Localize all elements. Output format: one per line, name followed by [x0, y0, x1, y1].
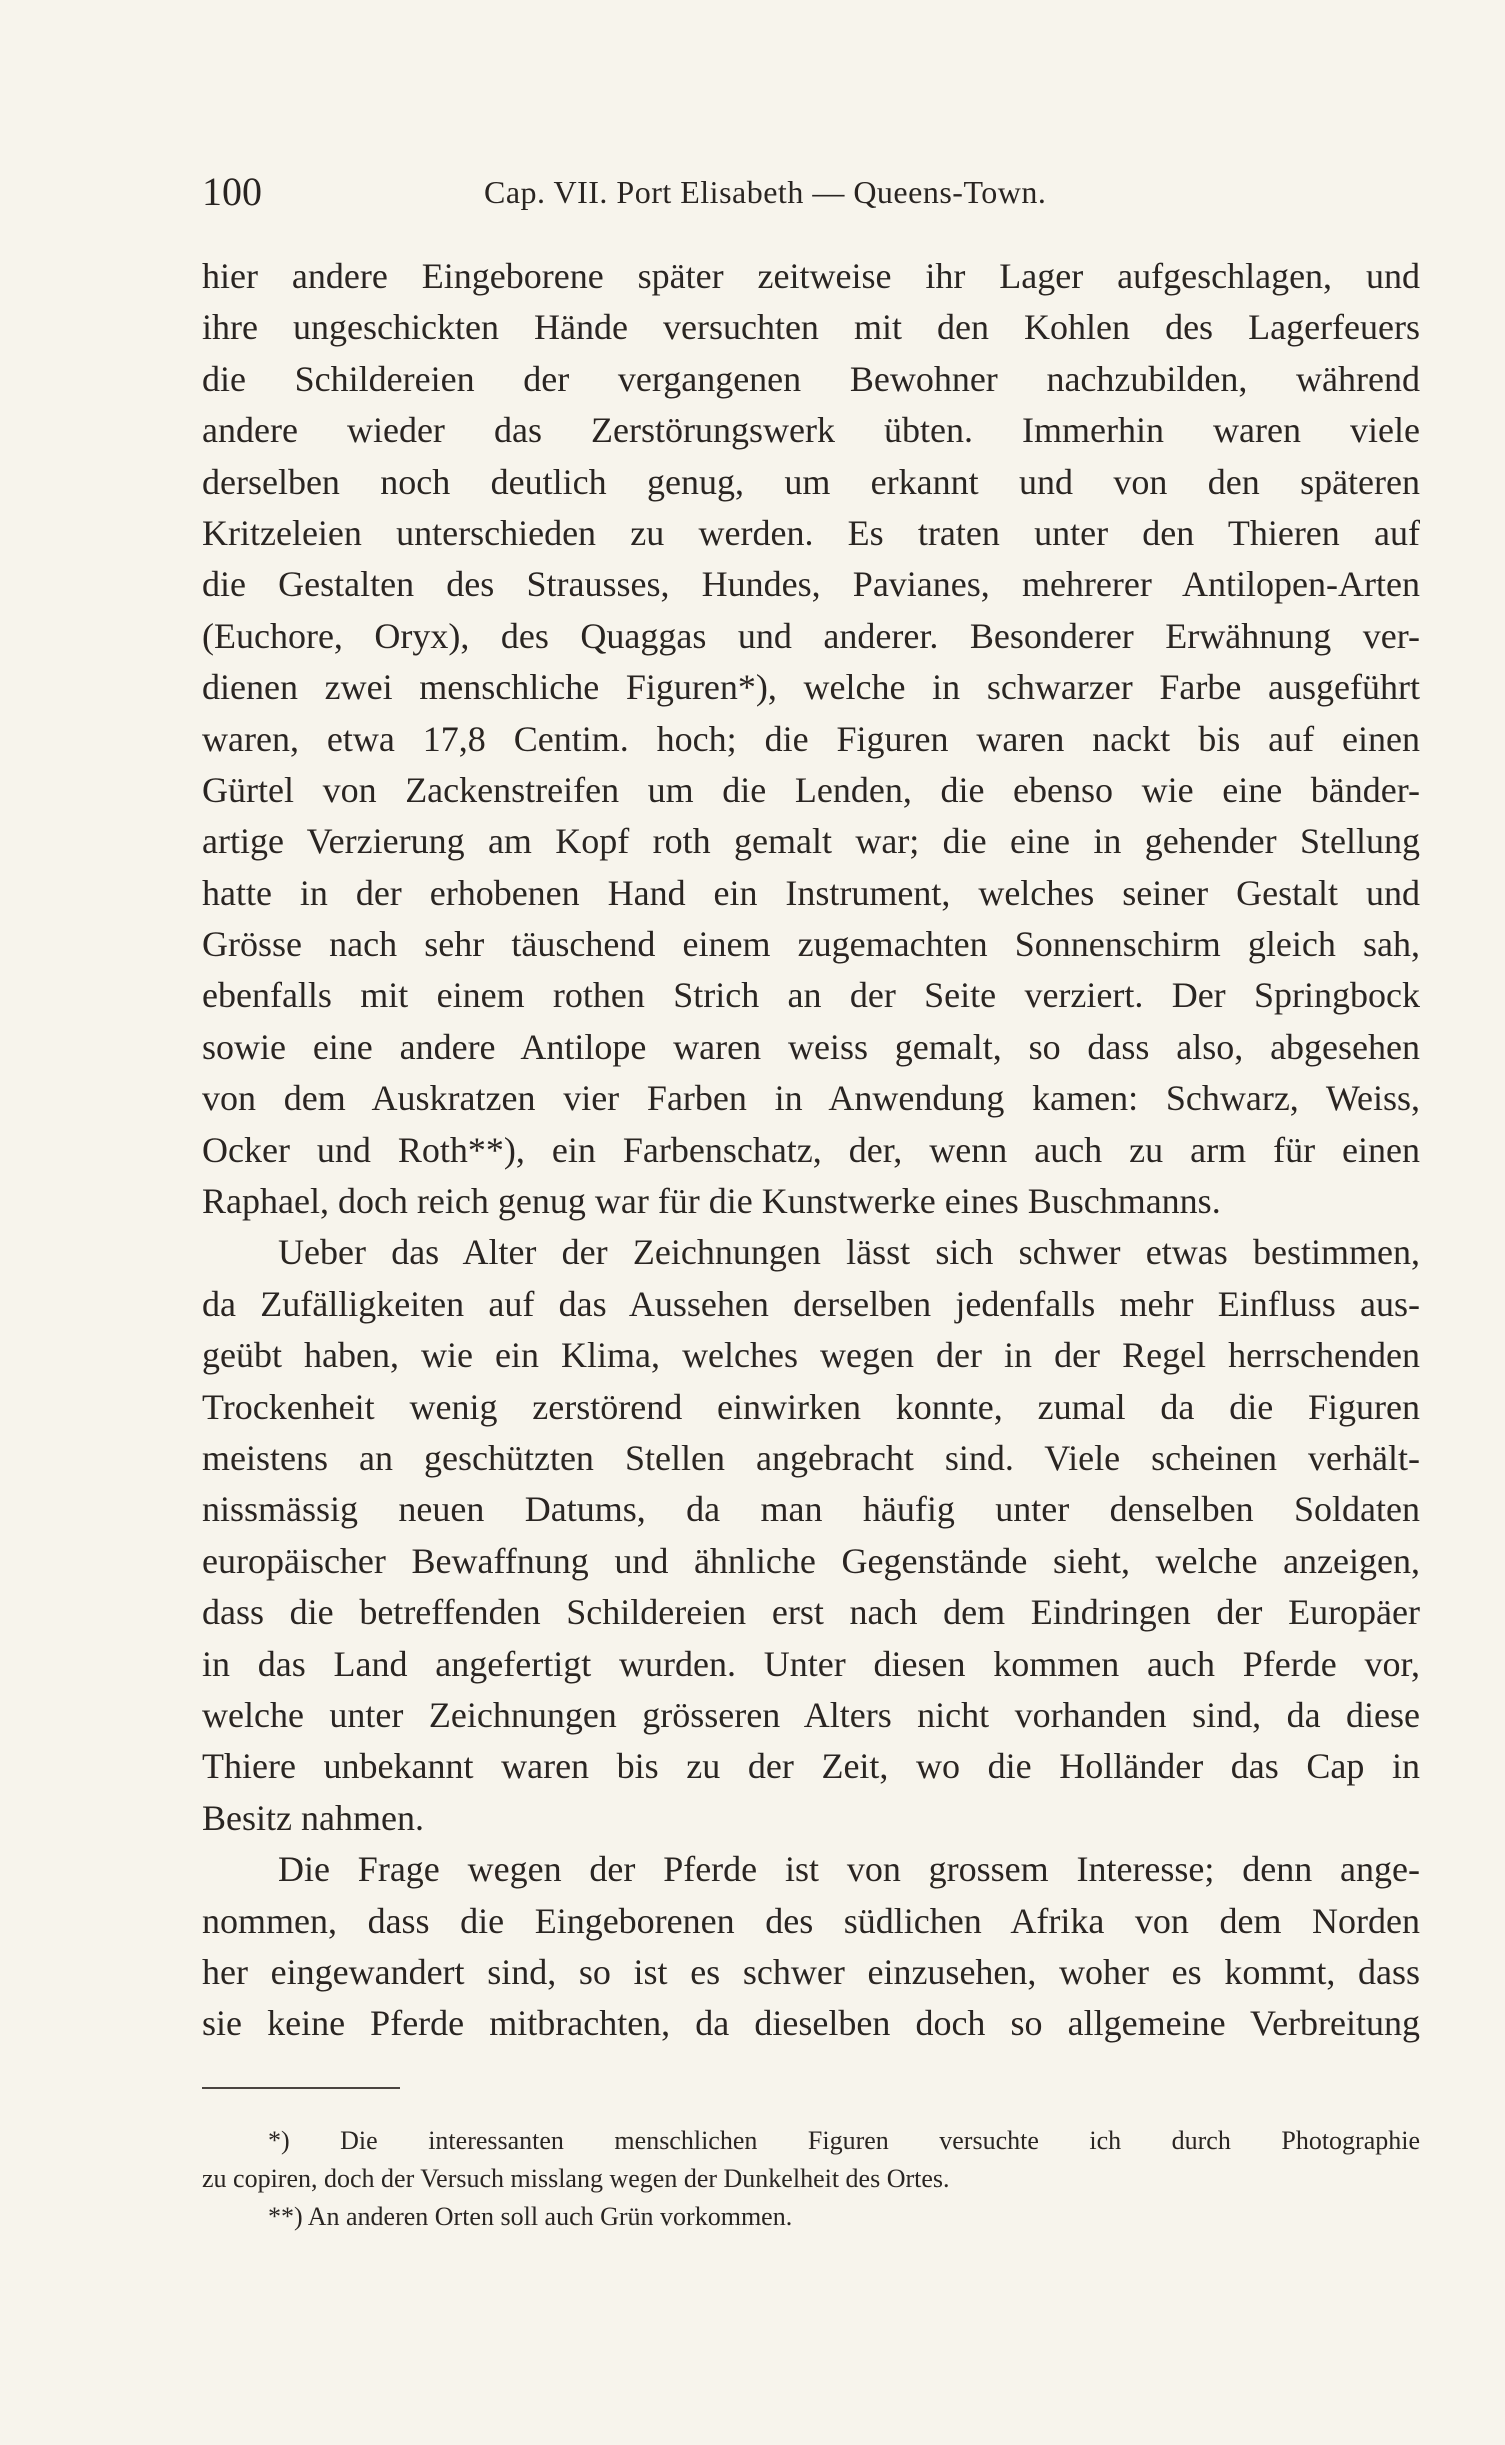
- text-line: die Schildereien der vergangenen Bewohner nachzubilden, während: [202, 358, 1420, 399]
- running-head: Cap. VII. Port Elisabeth — Queens-Town.: [484, 174, 1047, 210]
- text-line: derselben noch deutlich genug, um erkannt und von den späteren: [202, 461, 1420, 502]
- page-number: 100: [202, 169, 262, 214]
- text-line: geübt haben, wie ein Klima, welches wegen der in der Regel herrschenden: [202, 1335, 1420, 1376]
- text-line: meistens an geschützten Stellen angebracht sind. Viele scheinen verhält-: [202, 1437, 1420, 1478]
- footnote-line: *) Die interessanten menschlichen Figuren versuchte ich durch Photographie: [268, 2126, 1420, 2155]
- text-line: europäischer Bewaffnung und ähnliche Gegenstände sieht, welche anzeigen,: [202, 1540, 1420, 1581]
- text-line: Grösse nach sehr täuschend einem zugemachten Sonnenschirm gleich sah,: [202, 924, 1420, 965]
- footnotes: [202, 2122, 1420, 2236]
- text-line: waren, etwa 17,8 Centim. hoch; die Figuren waren nackt bis auf einen: [202, 718, 1420, 759]
- text-line: Trockenheit wenig zerstörend einwirken konnte, zumal da die Figuren: [202, 1386, 1420, 1427]
- footnote-line: zu copiren, doch der Versuch misslang wegen der Dunkelheit des Ortes.: [202, 2164, 950, 2193]
- footnote-divider: [202, 2087, 400, 2089]
- text-line: in das Land angefertigt wurden. Unter diesen kommen auch Pferde vor,: [202, 1643, 1420, 1684]
- text-line: Besitz nahmen.: [202, 1797, 424, 1838]
- text-line: Die Frage wegen der Pferde ist von grossem Interesse; denn ange-: [278, 1849, 1420, 1890]
- text-line: Raphael, doch reich genug war für die Kunstwerke eines Buschmanns.: [202, 1181, 1221, 1222]
- text-line: Ueber das Alter der Zeichnungen lässt sich schwer etwas bestimmen,: [278, 1232, 1420, 1273]
- text-line: artige Verzierung am Kopf roth gemalt war; die eine in gehender Stellung: [202, 821, 1420, 862]
- body-text: [202, 251, 1420, 2050]
- text-line: Ocker und Roth**), ein Farbenschatz, der, wenn auch zu arm für einen: [202, 1129, 1420, 1170]
- text-line: hier andere Eingeborene später zeitweise ihr Lager aufgeschlagen, und: [202, 256, 1420, 296]
- text-line: nommen, dass die Eingeborenen des südlichen Afrika von dem Norden: [202, 1900, 1420, 1941]
- footnote-line: **) An anderen Orten soll auch Grün vorkommen.: [268, 2202, 793, 2231]
- text-line: von dem Auskratzen vier Farben in Anwendung kamen: Schwarz, Weiss,: [202, 1078, 1420, 1119]
- text-line: hatte in der erhobenen Hand ein Instrument, welches seiner Gestalt und: [202, 872, 1420, 913]
- text-line: her eingewandert sind, so ist es schwer einzusehen, woher es kommt, dass: [202, 1951, 1420, 1992]
- text-line: ebenfalls mit einem rothen Strich an der Seite verziert. Der Springbock: [202, 975, 1420, 1016]
- text-line: (Euchore, Oryx), des Quaggas und anderer. Besonderer Erwähnung ver-: [202, 615, 1420, 656]
- text-line: dienen zwei menschliche Figuren*), welche in schwarzer Farbe ausgeführt: [202, 667, 1420, 708]
- text-line: sowie eine andere Antilope waren weiss gemalt, so dass also, abgesehen: [202, 1026, 1420, 1067]
- text-line: andere wieder das Zerstörungswerk übten. Immerhin waren viele: [202, 410, 1420, 451]
- text-line: Thiere unbekannt waren bis zu der Zeit, wo die Holländer das Cap in: [202, 1746, 1420, 1787]
- text-line: da Zufälligkeiten auf das Aussehen derselben jedenfalls mehr Einfluss aus-: [202, 1283, 1420, 1324]
- text-line: nissmässig neuen Datums, da man häufig unter denselben Soldaten: [202, 1489, 1420, 1530]
- text-line: Kritzeleien unterschieden zu werden. Es traten unter den Thieren auf: [202, 512, 1420, 553]
- text-line: sie keine Pferde mitbrachten, da dieselben doch so allgemeine Verbreitung: [202, 2003, 1420, 2044]
- text-line: ihre ungeschickten Hände versuchten mit den Kohlen des Lagerfeuers: [202, 307, 1420, 348]
- text-line: welche unter Zeichnungen grösseren Alters nicht vorhanden sind, da diese: [202, 1694, 1420, 1735]
- page-header: [202, 168, 1302, 218]
- text-line: Gürtel von Zackenstreifen um die Lenden, die ebenso wie eine bänder-: [202, 769, 1420, 810]
- text-line: die Gestalten des Strausses, Hundes, Pavianes, mehrerer Antilopen-Arten: [202, 564, 1420, 605]
- text-line: dass die betreffenden Schildereien erst nach dem Eindringen der Europäer: [202, 1592, 1420, 1633]
